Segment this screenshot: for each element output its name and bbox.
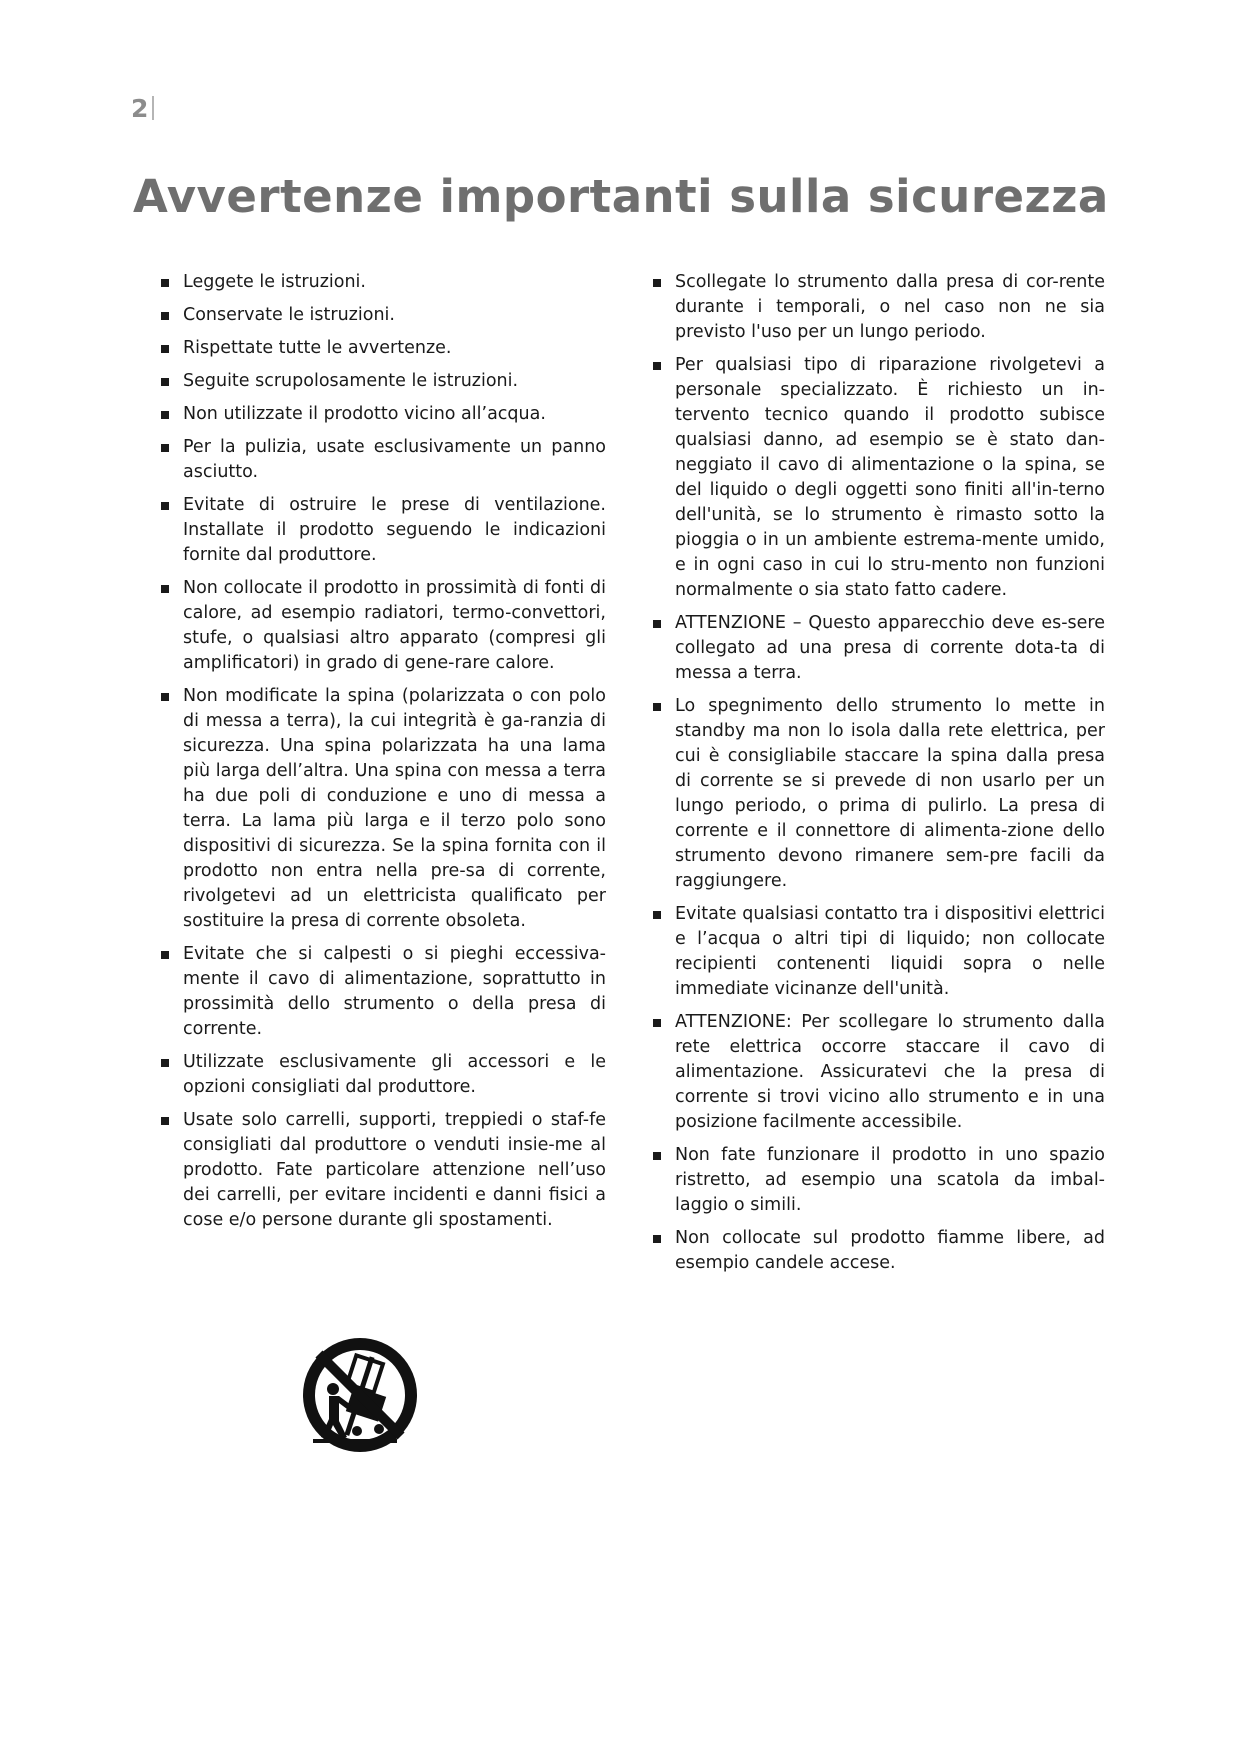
list-item: ATTENZIONE – Questo apparecchio deve es-sere collegato ad una presa di corrente dota-ta di messa a terra. bbox=[653, 611, 1105, 686]
list-item: Utilizzate esclusivamente gli accessori e le opzioni consigliati dal produttore. bbox=[161, 1050, 606, 1100]
list-item: Evitate che si calpesti o si pieghi eccessiva-mente il cavo di alimentazione, soprattutto in prossimità dello strumento o della presa di corrente. bbox=[161, 942, 606, 1042]
list-item: Rispettate tutte le avvertenze. bbox=[161, 336, 606, 361]
right-column bbox=[653, 270, 1105, 1284]
cart-tip-over-warning-icon bbox=[295, 1333, 425, 1459]
page-title: Avvertenze importanti sulla sicurezza bbox=[133, 170, 1109, 223]
list-item: Evitate di ostruire le prese di ventilazione. Installate il prodotto seguendo le indicazioni fornite dal produttore. bbox=[161, 493, 606, 568]
list-item: Seguite scrupolosamente le istruzioni. bbox=[161, 369, 606, 394]
page-number: 2 bbox=[131, 94, 154, 123]
list-item: Per qualsiasi tipo di riparazione rivolgetevi a personale specializzato. È richiesto un in-tervento tecnico quando il prodotto subisce qualsiasi danno, ad esempio se è stato dan-neggiato il cavo di alimentazione o la spina, se del liquido o degli oggetti sono finiti all'in-terno dell'unità, se lo strumento è rimasto sotto la pioggia o in un ambiente estrema-mente umido, e in ogni caso in cui lo stru-mento non funzioni normalmente o sia stato fatto cadere. bbox=[653, 353, 1105, 603]
list-item: Non collocate il prodotto in prossimità di fonti di calore, ad esempio radiatori, termo-convettori, stufe, o qualsiasi altro apparato (compresi gli amplificatori) in grado di gene-rare calore. bbox=[161, 576, 606, 676]
list-item: Usate solo carrelli, supporti, treppiedi o staf-fe consigliati dal produttore o venduti insie-me al prodotto. Fate particolare attenzione nell’uso dei carrelli, per evitare incidenti e danni fisici a cose e/o persone durante gli spostamenti. bbox=[161, 1108, 606, 1233]
list-item: Non modificate la spina (polarizzata o con polo di messa a terra), la cui integrità è ga-ranzia di sicurezza. Una spina polarizzata ha una lama più larga dell’altra. Una spina con messa a terra ha due poli di conduzione e uno di messa a terra. La lama più larga e il terzo polo sono dispositivi di sicurezza. Se la spina fornita con il prodotto non entra nella pre-sa di corrente, rivolgetevi ad un elettricista qualificato per sostituire la presa di corrente obsoleta. bbox=[161, 684, 606, 934]
safety-list-right bbox=[653, 270, 1105, 1276]
list-item: Leggete le istruzioni. bbox=[161, 270, 606, 295]
list-item: Non fate funzionare il prodotto in uno spazio ristretto, ad esempio una scatola da imbal-laggio o simili. bbox=[653, 1143, 1105, 1218]
list-item: Scollegate lo strumento dalla presa di cor-rente durante i temporali, o nel caso non ne sia previsto l'uso per un lungo periodo. bbox=[653, 270, 1105, 345]
safety-list-left bbox=[161, 270, 606, 1233]
list-item: ATTENZIONE: Per scollegare lo strumento dalla rete elettrica occorre staccare il cavo di alimentazione. Assicuratevi che la presa di corrente si trovi vicino allo strumento e in una posizione facilmente accessibile. bbox=[653, 1010, 1105, 1135]
left-column bbox=[161, 270, 606, 1241]
list-item: Evitate qualsiasi contatto tra i dispositivi elettrici e l’acqua o altri tipi di liquido; non collocate recipienti contenenti liquidi sopra o nelle immediate vicinanze dell'unità. bbox=[653, 902, 1105, 1002]
list-item: Lo spegnimento dello strumento lo mette in standby ma non lo isola dalla rete elettrica, per cui è consigliabile staccare la spina dalla presa di corrente se si prevede di non usarlo per un lungo periodo, o prima di pulirlo. La presa di corrente e il connettore di alimenta-zione dello strumento devono rimanere sem-pre facili da raggiungere. bbox=[653, 694, 1105, 894]
list-item: Non utilizzate il prodotto vicino all’acqua. bbox=[161, 402, 606, 427]
list-item: Per la pulizia, usate esclusivamente un panno asciutto. bbox=[161, 435, 606, 485]
list-item: Conservate le istruzioni. bbox=[161, 303, 606, 328]
list-item: Non collocate sul prodotto fiamme libere, ad esempio candele accese. bbox=[653, 1226, 1105, 1276]
